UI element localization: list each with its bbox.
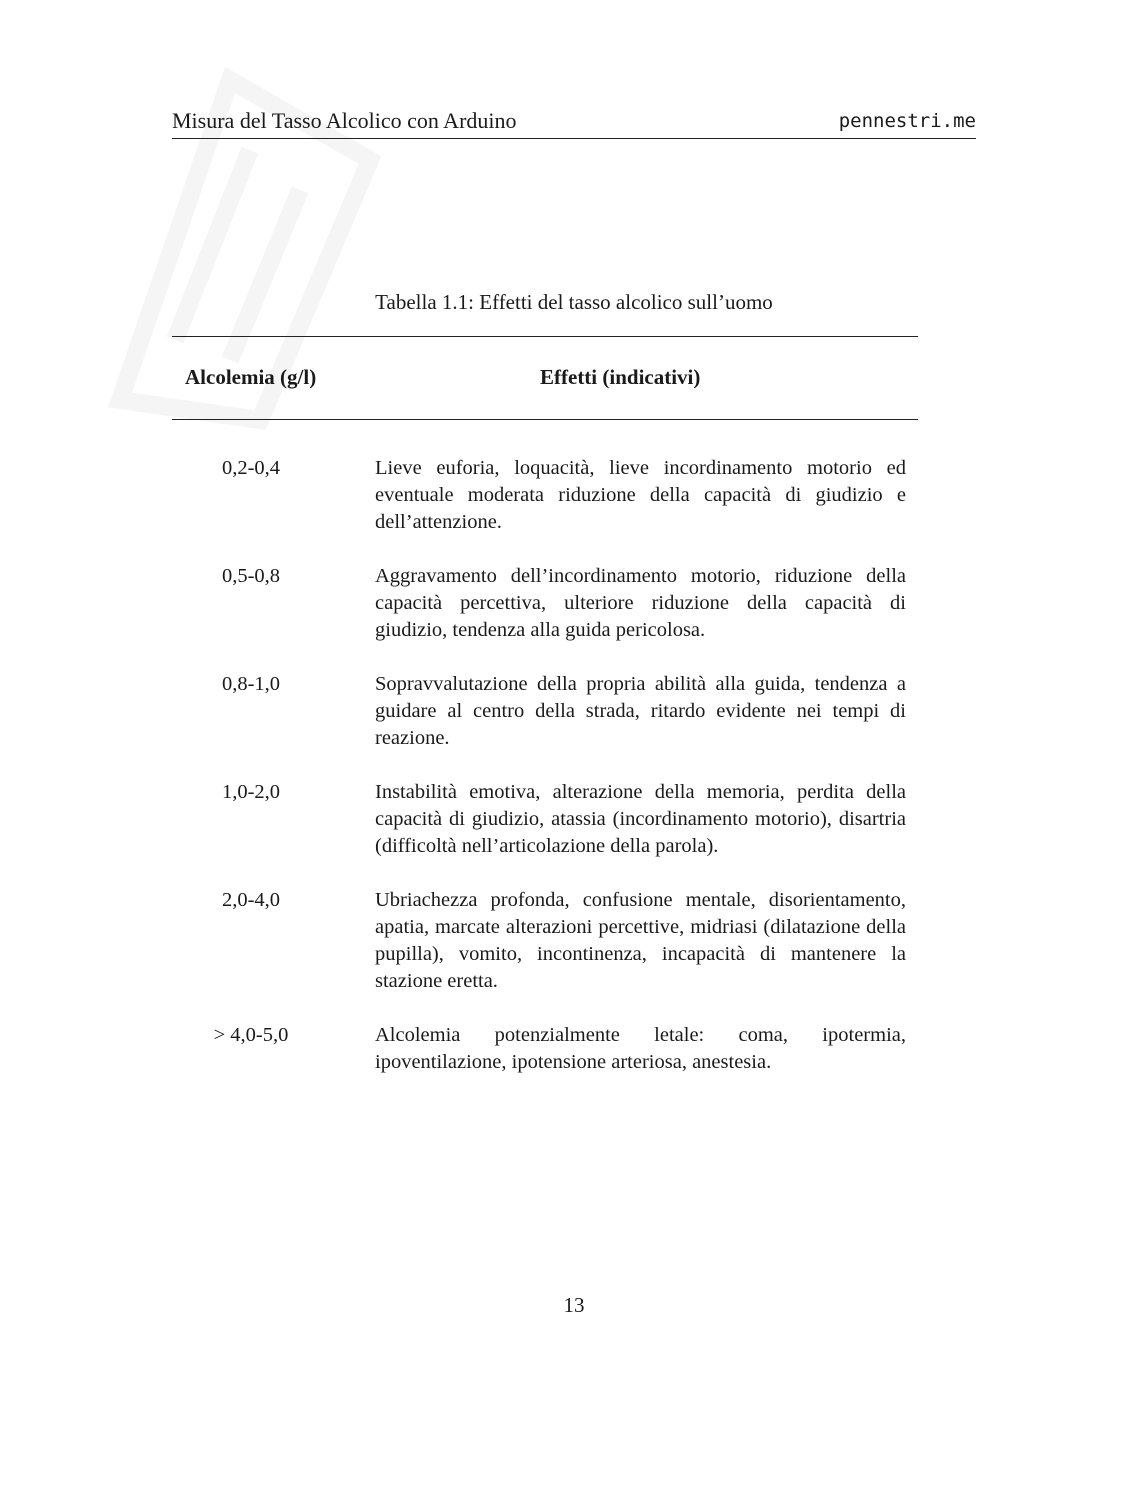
range-cell: 0,2-0,4 — [221, 457, 281, 479]
table-row — [172, 887, 918, 995]
range-cell: 1,0-2,0 — [221, 781, 281, 803]
document-title: Misura del Tasso Alcolico con Arduino — [172, 108, 517, 133]
effects-table — [172, 336, 918, 1103]
table-row — [172, 779, 918, 860]
column-header-alcolemia: Alcolemia (g/l) — [185, 365, 317, 389]
effect-cell: Aggravamento dell’incordinamento motorio, riduzione della capacità percettiva, ulteriore riduzione della capacità di giudizio, tendenza alla guida pericolosa. — [375, 565, 906, 641]
table-header — [172, 337, 918, 419]
effect-cell: Alcolemia potenzialmente letale: coma, ipotermia, ipoventilazione, ipotensione arteriosa, anestesia. — [375, 1024, 906, 1073]
table-row — [172, 455, 918, 536]
table-row — [172, 1022, 918, 1076]
column-header-effetti: Effetti (indicativi) — [540, 365, 701, 389]
effect-cell: Lieve euforia, loquacità, lieve incordinamento motorio ed eventuale moderata riduzione della capacità di giudizio e dell’attenzione. — [375, 457, 906, 533]
effect-cell: Sopravvalutazione della propria abilità alla guida, tendenza a guidare al centro della strada, ritardo evidente nei tempi di reazione. — [375, 673, 906, 749]
table-body — [172, 420, 918, 1076]
range-cell: > 4,0-5,0 — [213, 1024, 289, 1046]
table-row — [172, 671, 918, 752]
page-number: 13 — [563, 1293, 585, 1317]
table-row — [172, 563, 918, 644]
range-cell: 0,5-0,8 — [221, 565, 281, 587]
website-link[interactable]: pennestri.me — [838, 110, 976, 132]
range-cell: 2,0-4,0 — [221, 889, 281, 911]
page-header — [172, 106, 976, 139]
effect-cell: Instabilità emotiva, alterazione della memoria, perdita della capacità di giudizio, atassia (incordinamento motorio), disartria (difficoltà nell’articolazione della parola). — [375, 781, 906, 857]
range-cell: 0,8-1,0 — [221, 673, 281, 695]
table-caption: Tabella 1.1: Effetti del tasso alcolico sull’uomo — [375, 290, 773, 314]
effect-cell: Ubriachezza profonda, confusione mentale, disorientamento, apatia, marcate alterazioni percettive, midriasi (dilatazione della pupilla), vomito, incontinenza, incapacità di mantenere la stazione eretta. — [375, 889, 906, 992]
